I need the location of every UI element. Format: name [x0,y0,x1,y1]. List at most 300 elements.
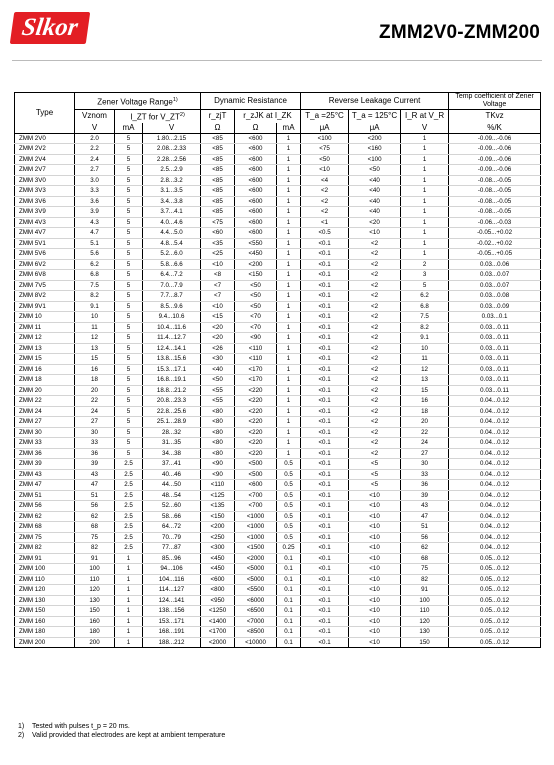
table-cell: 30 [401,459,449,470]
table-cell: <5500 [235,585,277,596]
table-cell: 1 [277,322,301,333]
table-cell: ZMM 3V0 [15,175,75,186]
table-cell: 1 [277,375,301,386]
table-cell: <2 [349,396,401,407]
table-cell: <10 [349,585,401,596]
table-cell: <0.1 [301,532,349,543]
footnote-1: 1) Tested with pulses t_p = 20 ms. [18,723,130,730]
table-row [15,511,541,522]
table-cell: <300 [201,543,235,554]
table-cell: 0.05...0.12 [449,585,541,596]
table-cell: <600 [235,165,277,176]
table-cell: ZMM 82 [15,543,75,554]
table-cell: ZMM 36 [15,448,75,459]
table-cell: 47 [75,480,115,491]
table-cell: -0.08...-0.05 [449,207,541,218]
header-rzjk-at-izk: r_zJK at I_ZK [235,110,301,123]
table-cell: <80 [201,406,235,417]
table-cell: <85 [201,175,235,186]
table-cell: <2 [349,354,401,365]
table-cell: 11 [75,322,115,333]
table-cell: 3.7...4.1 [143,207,201,218]
table-row [15,385,541,396]
table-cell: 2.5 [115,543,143,554]
table-cell: 2.5 [115,490,143,501]
table-cell: 5 [115,406,143,417]
table-cell: <10 [349,501,401,512]
table-cell: <450 [201,564,235,575]
header-vznom: Vznom [75,110,115,123]
table-cell: 0.04...0.12 [449,438,541,449]
table-cell: 5 [115,238,143,249]
table-cell: ZMM 91 [15,553,75,564]
table-cell: 77...87 [143,543,201,554]
table-cell: 1 [401,133,449,144]
table-cell: 33 [75,438,115,449]
table-cell: -0.09...-0.06 [449,154,541,165]
table-cell: 5 [115,417,143,428]
table-cell: 2.5 [115,480,143,491]
table-cell: 0.03...0.11 [449,322,541,333]
table-cell: ZMM 13 [15,343,75,354]
table-cell: <70 [235,312,277,323]
table-cell: <1 [301,217,349,228]
table-cell: 5 [115,259,143,270]
table-cell: 1 [401,249,449,260]
table-cell: 5.2...6.0 [143,249,201,260]
table-cell: 1 [277,238,301,249]
table-cell: <2 [349,312,401,323]
table-cell: 1 [277,186,301,197]
table-cell: <170 [235,375,277,386]
table-cell: ZMM 27 [15,417,75,428]
table-cell: ZMM 3V9 [15,207,75,218]
table-cell: <0.1 [301,574,349,585]
table-cell: <0.1 [301,417,349,428]
table-cell: 0.05...0.12 [449,606,541,617]
table-cell: <220 [235,448,277,459]
table-cell: <2000 [201,637,235,648]
unit-rzjk: Ω [235,123,277,134]
table-cell: ZMM 6V8 [15,270,75,281]
table-cell: 9.1 [75,301,115,312]
table-cell: ZMM 8V2 [15,291,75,302]
table-cell: <160 [349,144,401,155]
table-row [15,574,541,585]
table-row [15,175,541,186]
table-row [15,448,541,459]
table-cell: <5000 [235,564,277,575]
table-cell: <0.1 [301,543,349,554]
table-cell: 1 [115,564,143,575]
table-cell: 51 [401,522,449,533]
table-cell: 9.4...10.6 [143,312,201,323]
table-cell: <2 [301,196,349,207]
table-cell: 5 [115,280,143,291]
table-cell: <600 [201,574,235,585]
table-cell: <20 [201,322,235,333]
table-cell: -0.06...-0.03 [449,217,541,228]
table-cell: <10 [349,564,401,575]
table-cell: <2 [349,375,401,386]
table-row [15,480,541,491]
table-cell: <0.1 [301,343,349,354]
table-cell: 36 [401,480,449,491]
table-cell: 0.5 [277,480,301,491]
table-cell: <0.1 [301,375,349,386]
table-cell: <220 [235,438,277,449]
table-cell: ZMM 22 [15,396,75,407]
table-row [15,490,541,501]
table-cell: <25 [201,249,235,260]
table-cell: <6500 [235,606,277,617]
table-cell: ZMM 200 [15,637,75,648]
table-cell: 1 [401,207,449,218]
brand-logo: Slkor [10,12,90,44]
table-cell: 0.04...0.12 [449,427,541,438]
table-cell: <10 [349,595,401,606]
table-cell: ZMM 39 [15,459,75,470]
table-cell: 31...35 [143,438,201,449]
table-cell: <125 [201,490,235,501]
table-cell: 5 [115,270,143,281]
table-cell: 0.03...0.11 [449,333,541,344]
table-cell: <10 [349,606,401,617]
table-cell: 70...79 [143,532,201,543]
table-cell: <0.1 [301,627,349,638]
table-cell: 24 [401,438,449,449]
table-cell: <0.1 [301,469,349,480]
table-cell: 3 [401,270,449,281]
table-row [15,333,541,344]
table-cell: 0.04...0.12 [449,417,541,428]
table-cell: ZMM 43 [15,469,75,480]
table-cell: 1 [115,595,143,606]
table-cell: 1 [401,144,449,155]
table-cell: 0.5 [277,490,301,501]
table-cell: 2.5 [115,522,143,533]
table-cell: <2 [349,427,401,438]
table-cell: <7 [201,280,235,291]
table-cell: 5 [115,133,143,144]
table-row [15,375,541,386]
table-cell: ZMM 18 [15,375,75,386]
footnotes [18,722,225,740]
unit-izk: mA [277,123,301,134]
table-cell: 7.0...7.9 [143,280,201,291]
table-cell: <2 [349,406,401,417]
table-row [15,396,541,407]
table-cell: <0.1 [301,490,349,501]
table-cell: 6.2 [75,259,115,270]
table-cell: ZMM 120 [15,585,75,596]
unit-vzt: V [143,123,201,134]
table-cell: 6.8 [401,301,449,312]
table-cell: ZMM 2V7 [15,165,75,176]
table-cell: 43 [401,501,449,512]
table-cell: <2 [349,270,401,281]
table-cell: 0.1 [277,637,301,648]
table-cell: 2.7 [75,165,115,176]
zener-spec-table [14,92,541,648]
table-row [15,406,541,417]
table-cell: <80 [201,438,235,449]
header-type: Type [15,93,75,134]
table-cell: 0.5 [277,511,301,522]
table-cell: 12 [401,364,449,375]
table-cell: -0.08...-0.05 [449,175,541,186]
table-row [15,312,541,323]
table-cell: <10 [349,522,401,533]
table-cell: 82 [75,543,115,554]
table-cell: <0.1 [301,396,349,407]
table-cell: 1 [277,165,301,176]
table-cell: 5 [115,301,143,312]
table-cell: 0.05...0.12 [449,553,541,564]
table-cell: 5 [115,364,143,375]
header-dynamic-resistance: Dynamic Resistance [201,93,301,110]
table-cell: 13.8...15.6 [143,354,201,365]
table-cell: <700 [235,490,277,501]
table-cell: <40 [349,175,401,186]
table-cell: <0.1 [301,301,349,312]
table-cell: <0.1 [301,585,349,596]
table-cell: <0.1 [301,312,349,323]
table-cell: <800 [201,585,235,596]
table-cell: 1 [115,574,143,585]
table-cell: 1 [277,196,301,207]
table-cell: 3.4...3.8 [143,196,201,207]
table-cell: 1 [115,553,143,564]
table-cell: 5.1 [75,238,115,249]
table-cell: 130 [75,595,115,606]
table-cell: 7.5 [401,312,449,323]
table-cell: <200 [235,259,277,270]
table-cell: 180 [75,627,115,638]
table-cell: -0.05...+0.05 [449,249,541,260]
table-cell: <2 [349,364,401,375]
table-cell: <1400 [201,616,235,627]
unit-rzjt: Ω [201,123,235,134]
header-rzjt: r_zjT [201,110,235,123]
table-cell: <85 [201,133,235,144]
table-cell: 110 [75,574,115,585]
table-cell: 1 [277,228,301,239]
table-cell: 1 [277,259,301,270]
table-cell: <0.1 [301,448,349,459]
table-cell: <85 [201,165,235,176]
table-cell: ZMM 12 [15,333,75,344]
table-cell: <600 [235,186,277,197]
table-cell: 10.4...11.6 [143,322,201,333]
table-cell: <7 [201,291,235,302]
table-cell: 62 [401,543,449,554]
header-ta25: T_a =25°C [301,110,349,123]
table-cell: 1 [277,280,301,291]
table-cell: 0.05...0.12 [449,595,541,606]
table-cell: 0.03...0.1 [449,312,541,323]
table-cell: 3.6 [75,196,115,207]
table-cell: 1 [401,228,449,239]
table-cell: 4.7 [75,228,115,239]
table-cell: <0.1 [301,606,349,617]
table-cell: 52...60 [143,501,201,512]
table-row [15,249,541,260]
table-cell: 100 [75,564,115,575]
table-row [15,522,541,533]
footnote-2: 2) Valid provided that electrodes are kept at ambient temperature [18,732,226,739]
table-cell: 5 [115,396,143,407]
table-row [15,270,541,281]
table-cell: <26 [201,343,235,354]
table-cell: 1 [277,133,301,144]
table-cell: ZMM 11 [15,322,75,333]
table-cell: -0.08...-0.05 [449,186,541,197]
table-cell: <2 [349,385,401,396]
table-cell: 0.25 [277,543,301,554]
table-cell: 2.0 [75,133,115,144]
table-cell: <0.1 [301,522,349,533]
table-cell: <2 [349,291,401,302]
table-cell: <0.1 [301,637,349,648]
table-row [15,585,541,596]
table-cell: <220 [235,396,277,407]
table-cell: 200 [75,637,115,648]
table-cell: <80 [201,448,235,459]
table-row [15,616,541,627]
table-cell: ZMM 56 [15,501,75,512]
table-cell: 16 [75,364,115,375]
table-cell: <1700 [201,627,235,638]
unit-izt: mA [115,123,143,134]
table-cell: <2 [349,238,401,249]
table-cell: <20 [349,217,401,228]
table-row [15,417,541,428]
table-cell: 13 [75,343,115,354]
table-cell: 1 [401,217,449,228]
table-cell: 91 [401,585,449,596]
table-cell: <220 [235,406,277,417]
table-cell: <500 [235,459,277,470]
table-cell: <80 [201,427,235,438]
table-cell: 0.04...0.12 [449,396,541,407]
table-cell: <90 [201,459,235,470]
table-cell: 5 [115,165,143,176]
table-cell: 0.04...0.12 [449,448,541,459]
table-cell: 1 [277,154,301,165]
table-cell: <250 [201,532,235,543]
table-cell: 1 [277,207,301,218]
table-row [15,459,541,470]
table-cell: ZMM 15 [15,354,75,365]
table-cell: 5 [115,228,143,239]
table-cell: <600 [235,228,277,239]
unit-ir125: μA [349,123,401,134]
table-cell: <10 [349,543,401,554]
table-cell: <10 [349,228,401,239]
table-cell: <10 [349,627,401,638]
table-cell: 2.5 [115,532,143,543]
table-cell: <0.5 [301,228,349,239]
table-cell: <10 [349,553,401,564]
table-cell: 1 [277,333,301,344]
table-cell: <0.1 [301,459,349,470]
table-cell: <0.1 [301,259,349,270]
table-cell: 5 [401,280,449,291]
table-cell: <85 [201,186,235,197]
table-cell: 5 [115,427,143,438]
table-cell: 160 [75,616,115,627]
table-cell: 5 [115,438,143,449]
table-cell: ZMM 100 [15,564,75,575]
table-cell: <600 [235,480,277,491]
table-cell: 1 [277,427,301,438]
table-cell: 1 [401,196,449,207]
table-cell: ZMM 2V4 [15,154,75,165]
table-row [15,196,541,207]
table-cell: <90 [201,469,235,480]
table-cell: 2.5 [115,501,143,512]
table-row [15,228,541,239]
table-cell: <0.1 [301,406,349,417]
table-cell: <0.1 [301,595,349,606]
table-cell: 5.8...6.6 [143,259,201,270]
table-cell: 6.8 [75,270,115,281]
table-cell: <0.1 [301,249,349,260]
table-cell: 40...46 [143,469,201,480]
table-cell: 3.1...3.5 [143,186,201,197]
table-cell: <10 [349,490,401,501]
table-cell: 0.03...0.08 [449,291,541,302]
table-row [15,301,541,312]
table-cell: ZMM 130 [15,595,75,606]
table-cell: <110 [201,480,235,491]
table-cell: 0.5 [277,459,301,470]
table-cell: 1 [277,270,301,281]
table-cell: 12 [75,333,115,344]
table-cell: 25.1...28.9 [143,417,201,428]
table-cell: ZMM 20 [15,385,75,396]
table-cell: 1 [115,616,143,627]
table-cell: 3.3 [75,186,115,197]
table-cell: <85 [201,144,235,155]
header-divider [12,60,542,61]
table-cell: 0.5 [277,522,301,533]
table-cell: ZMM 4V7 [15,228,75,239]
table-cell: <550 [235,238,277,249]
table-cell: 1 [277,217,301,228]
table-cell: <55 [201,385,235,396]
table-row [15,637,541,648]
table-cell: <1250 [201,606,235,617]
table-cell: 130 [401,627,449,638]
table-cell: 12.4...14.1 [143,343,201,354]
table-cell: <0.1 [301,438,349,449]
table-cell: <10 [349,616,401,627]
table-cell: <10 [201,301,235,312]
table-cell: <1000 [235,511,277,522]
table-cell: 0.1 [277,553,301,564]
table-cell: <75 [301,144,349,155]
table-cell: <2 [349,343,401,354]
table-row [15,217,541,228]
table-cell: 22 [401,427,449,438]
table-cell: 0.1 [277,564,301,575]
table-cell: <40 [349,186,401,197]
table-cell: 37...41 [143,459,201,470]
table-cell: 0.04...0.12 [449,543,541,554]
table-cell: 0.1 [277,616,301,627]
